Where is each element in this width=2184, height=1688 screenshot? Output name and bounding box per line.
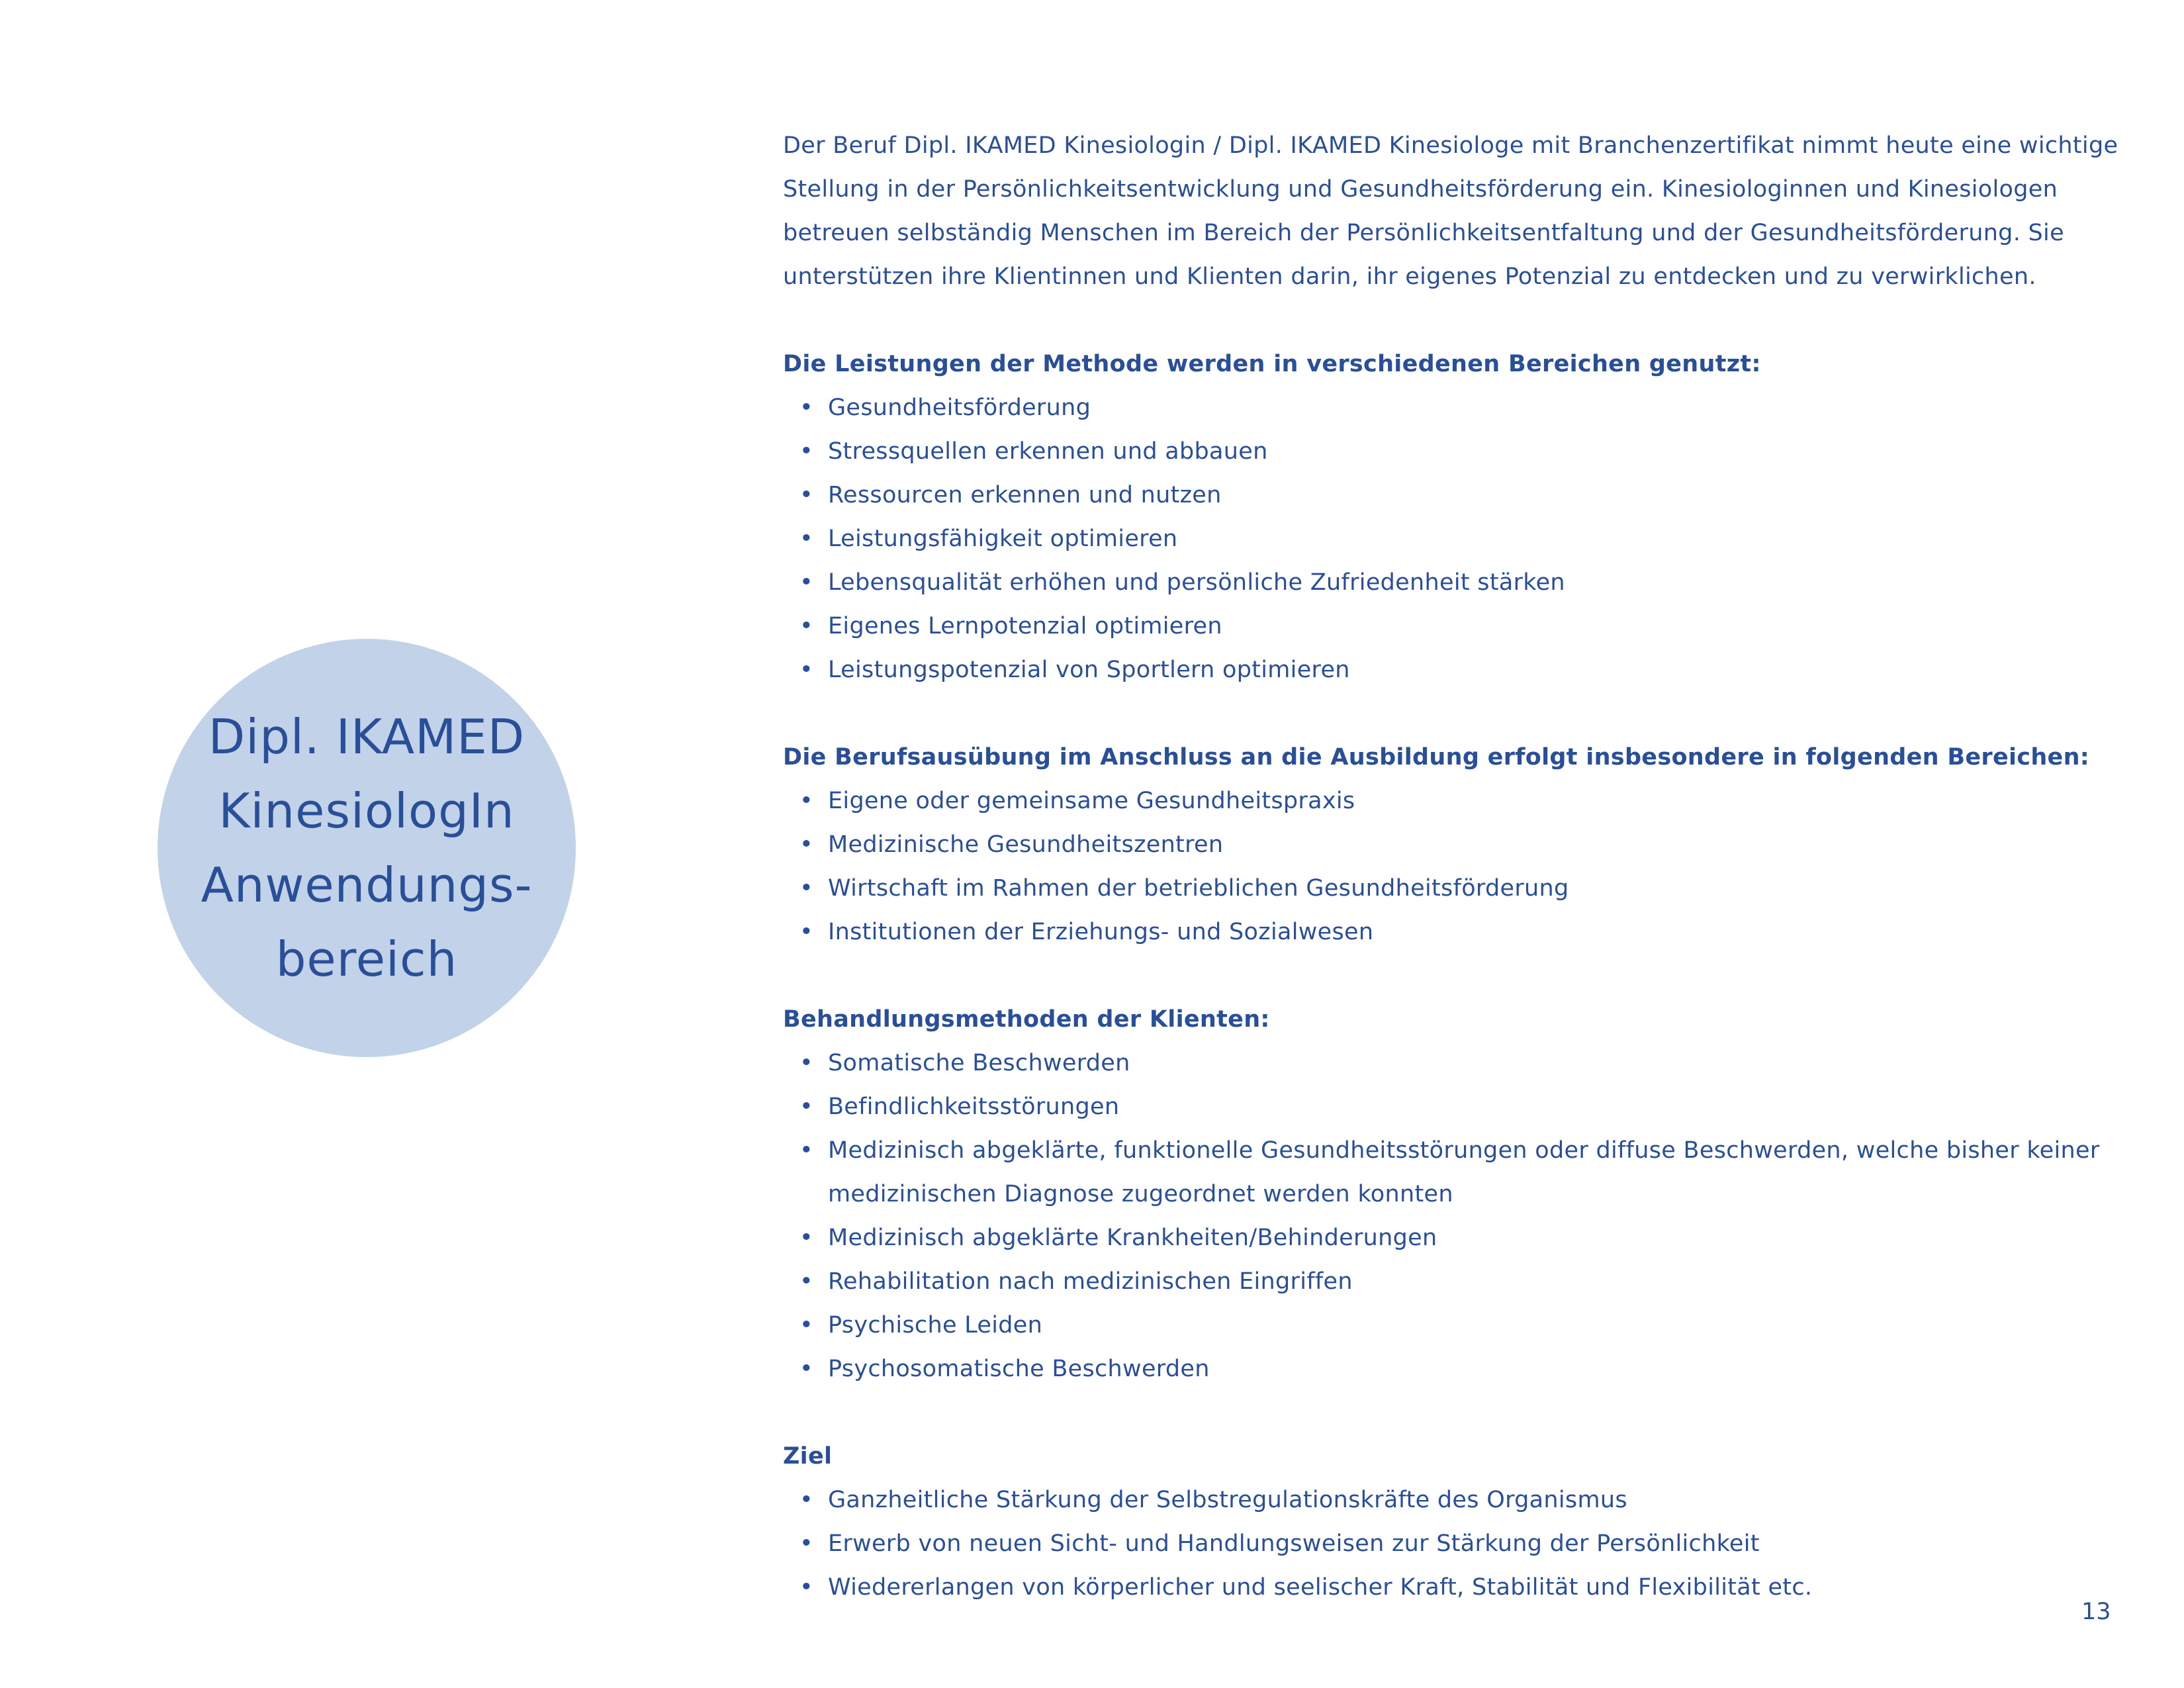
bullet-icon: • — [799, 1050, 813, 1076]
list-item-text: Medizinisch abgeklärte, funktionelle Gesundheitsstörungen oder diffuse Beschwerden, welche bisher keiner medizinischen Diagnose zugeordnet werden konnten — [828, 1137, 2100, 1207]
bullet-icon: • — [799, 1487, 813, 1513]
bullet-icon: • — [799, 395, 813, 421]
list-item-text: Institutionen der Erziehungs- und Sozialwesen — [828, 919, 1374, 945]
bullet-icon: • — [799, 526, 813, 552]
bullet-list — [783, 386, 2146, 692]
list-item — [783, 561, 2146, 604]
bullet-list — [783, 779, 2146, 954]
list-item — [783, 1260, 2146, 1303]
bullet-icon: • — [799, 788, 813, 814]
bullet-icon: • — [799, 1137, 813, 1164]
section-heading: Ziel — [783, 1443, 833, 1470]
list-item — [783, 517, 2146, 561]
bullet-icon: • — [799, 831, 813, 858]
list-item — [783, 473, 2146, 517]
list-item — [783, 430, 2146, 473]
list-item — [783, 648, 2146, 692]
bullet-icon: • — [799, 569, 813, 596]
list-item-text: Medizinische Gesundheitszentren — [828, 831, 1224, 858]
list-item-text: Wiedererlangen von körperlicher und seelischer Kraft, Stabilität und Flexibilität etc. — [828, 1574, 1813, 1601]
list-item-text: Medizinisch abgeklärte Krankheiten/Behinderungen — [828, 1225, 1437, 1251]
bullet-icon: • — [799, 657, 813, 683]
list-item — [783, 1085, 2146, 1129]
bullet-icon: • — [799, 482, 813, 508]
title-circle — [158, 639, 576, 1057]
list-item-text: Rehabilitation nach medizinischen Eingriffen — [828, 1268, 1353, 1295]
list-item — [783, 1478, 2146, 1522]
bullet-icon: • — [799, 613, 813, 639]
section-heading: Behandlungsmethoden der Klienten: — [783, 1006, 1270, 1033]
list-item — [783, 1129, 2146, 1216]
list-item — [783, 1522, 2146, 1566]
list-item — [783, 1041, 2146, 1085]
list-item-text: Leistungsfähigkeit optimieren — [828, 526, 1178, 552]
list-item-text: Psychische Leiden — [828, 1312, 1043, 1338]
list-item — [783, 779, 2146, 823]
list-item-text: Stressquellen erkennen und abbauen — [828, 438, 1268, 465]
list-item — [783, 867, 2146, 910]
bullet-icon: • — [799, 919, 813, 945]
bullet-icon: • — [799, 1268, 813, 1295]
list-item-text: Psychosomatische Beschwerden — [828, 1356, 1210, 1382]
title-line: Dipl. IKAMED — [208, 709, 525, 765]
list-item-text: Eigenes Lernpotenzial optimieren — [828, 613, 1222, 639]
section-heading: Die Berufsausübung im Anschluss an die Ausbildung erfolgt insbesondere in folgenden Bereichen: — [783, 744, 2090, 771]
list-item — [783, 1347, 2146, 1391]
list-item-text: Lebensqualität erhöhen und persönliche Zufriedenheit stärken — [828, 569, 1565, 596]
list-item-text: Eigene oder gemeinsame Gesundheitspraxis — [828, 788, 1355, 814]
bullet-icon: • — [799, 1225, 813, 1251]
bullet-icon: • — [799, 1094, 813, 1120]
list-item-text: Befindlichkeitsstörungen — [828, 1094, 1120, 1120]
section-heading: Die Leistungen der Methode werden in verschiedenen Bereichen genutzt: — [783, 351, 1761, 377]
bullet-icon: • — [799, 438, 813, 465]
bullet-icon: • — [799, 1530, 813, 1557]
intro-paragraph: Der Beruf Dipl. IKAMED Kinesiologin / Dipl. IKAMED Kinesiologe mit Branchenzertifikat nimmt heute eine wichtige Stellung in der Persönlichkeitsentwicklung und Gesundheitsförderung ein. Kinesiologinnen und Kinesiologen betreuen selbständig Menschen im Bereich der Persönlichkeitsentfaltung und der Gesundheitsförderung. Sie unterstützen ihre Klientinnen und Klienten darin, ihr eigenes Potenzial zu entdecken und zu verwirklichen. — [783, 132, 2118, 290]
section-ziel — [783, 1434, 2146, 1609]
list-item — [783, 604, 2146, 648]
list-item-text: Ressourcen erkennen und nutzen — [828, 482, 1222, 508]
section-behandlungsmethoden — [783, 998, 2146, 1391]
section-berufsausuebung — [783, 735, 2146, 954]
list-item-text: Gesundheitsförderung — [828, 395, 1091, 421]
list-item — [783, 1566, 2146, 1609]
title-line: Anwendungs- — [201, 857, 533, 913]
page-number: 13 — [2081, 1599, 2111, 1625]
bullet-list — [783, 1478, 2146, 1609]
bullet-icon: • — [799, 1574, 813, 1601]
list-item-text: Erwerb von neuen Sicht- und Handlungsweisen zur Stärkung der Persönlichkeit — [828, 1530, 1760, 1557]
list-item — [783, 910, 2146, 954]
list-item — [783, 386, 2146, 430]
list-item-text: Ganzheitliche Stärkung der Selbstregulationskräfte des Organismus — [828, 1487, 1627, 1513]
list-item-text: Leistungspotenzial von Sportlern optimieren — [828, 657, 1350, 683]
list-item — [783, 1303, 2146, 1347]
main-content — [783, 124, 2146, 1609]
list-item-text: Wirtschaft im Rahmen der betrieblichen Gesundheitsförderung — [828, 875, 1569, 902]
bullet-icon: • — [799, 875, 813, 902]
title-line: KinesiologIn — [218, 783, 515, 839]
list-item-text: Somatische Beschwerden — [828, 1050, 1130, 1076]
bullet-icon: • — [799, 1356, 813, 1382]
bullet-list — [783, 1041, 2146, 1391]
list-item — [783, 823, 2146, 867]
title-line: bereich — [275, 931, 458, 987]
bullet-icon: • — [799, 1312, 813, 1338]
section-leistungen — [783, 342, 2146, 692]
list-item — [783, 1216, 2146, 1260]
